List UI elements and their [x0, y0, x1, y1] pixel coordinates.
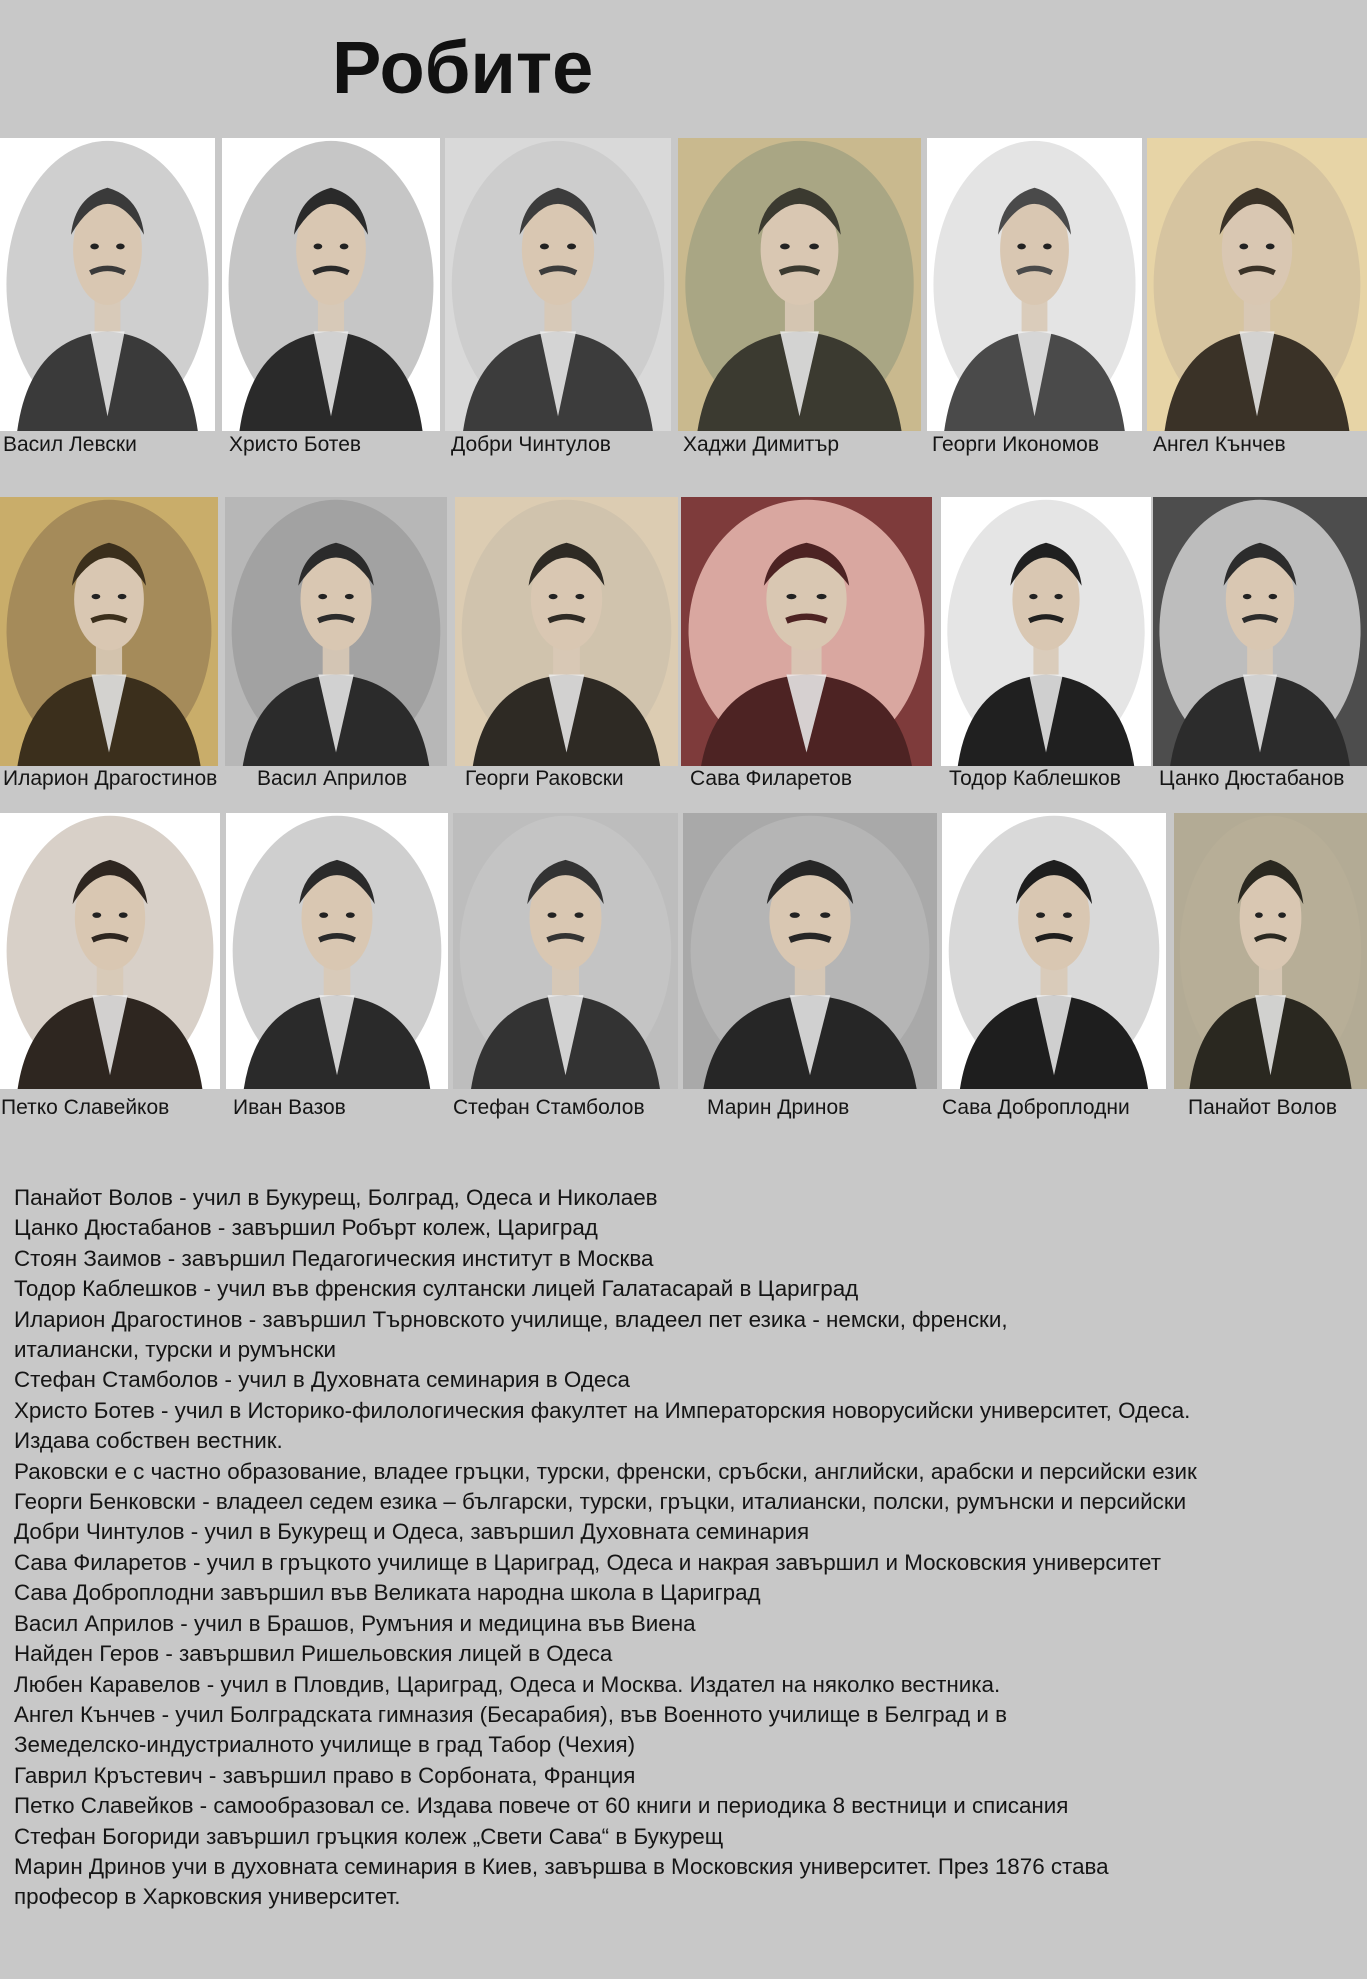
biography-line: Стефан Стамболов - учил в Духовната семинария в Одеса — [14, 1367, 630, 1393]
portrait-photo — [226, 813, 448, 1089]
biography-line: Найден Геров - завършвил Ришельовския лицей в Одеса — [14, 1641, 613, 1667]
portrait-name: Петко Славейков — [1, 1096, 170, 1119]
portrait-name: Хаджи Димитър — [683, 433, 840, 456]
biography-line: Георги Бенковски - владеел седем езика – български, турски, гръцки, италиански, полски, румънски и персийски — [14, 1489, 1187, 1515]
biography-line: Стефан Богориди завършил гръцкия колеж „Свети Сава“ в Букурещ — [14, 1823, 724, 1849]
portrait-name: Панайот Волов — [1188, 1096, 1337, 1119]
biography-line: Иларион Драгостинов - завършил Търновското училище, владеел пет езика - немски, френски, — [14, 1306, 1008, 1332]
portrait-name: Георги Икономов — [932, 433, 1099, 456]
portrait-name: Тодор Каблешков — [949, 767, 1121, 790]
portrait-photo — [927, 138, 1142, 431]
portrait-name: Добри Чинтулов — [451, 433, 611, 456]
portrait-photo — [225, 497, 447, 766]
portrait-name: Цанко Дюстабанов — [1159, 767, 1345, 790]
biography-line: Сава Доброплодни завършил във Великата народна школа в Цариград — [14, 1580, 761, 1606]
biography-line: Цанко Дюстабанов - завършил Робърт колеж, Цариград — [14, 1215, 598, 1241]
portrait-name: Иларион Драгостинов — [3, 767, 218, 790]
biography-text — [14, 1183, 1359, 1913]
biography-line: Издава собствен вестник. — [14, 1428, 283, 1454]
biography-line: Гаврил Кръстевич - завършил право в Сорбоната, Франция — [14, 1762, 636, 1788]
portrait-photo — [1147, 138, 1367, 431]
biography-line: Васил Априлов - учил в Брашов, Румъния и медицина във Виена — [14, 1610, 696, 1636]
portrait-photo — [0, 138, 215, 431]
page-title: Робите — [332, 26, 594, 109]
portrait-name: Марин Дринов — [707, 1096, 850, 1119]
portrait-photo — [681, 497, 932, 766]
portrait-name: Иван Вазов — [233, 1096, 346, 1119]
portrait-photo — [455, 497, 678, 766]
portrait-photo — [445, 138, 671, 431]
biography-line: Панайот Волов - учил в Букурещ, Болград, Одеса и Николаев — [14, 1185, 658, 1210]
biography-line: Ангел Кънчев - учил Болградската гимназия (Бесарабия), във Военното училище в Белград и в — [14, 1701, 1007, 1727]
portrait-photo — [0, 813, 220, 1089]
portrait-photo — [1153, 497, 1367, 766]
portrait-name: Васил Априлов — [257, 767, 408, 790]
biography-line: Сава Филаретов - учил в гръцкото училище в Цариград, Одеса и накрая завършил и Московския университет — [14, 1549, 1162, 1575]
biography-line: Марин Дринов учи в духовната семинария в Киев, завършва в Московския университет. През 1876 става — [14, 1853, 1109, 1879]
portrait-photo — [942, 813, 1166, 1089]
portrait-photo — [453, 813, 678, 1089]
portrait-name: Сава Филаретов — [690, 767, 853, 790]
biography-line: италиански, турски и румънски — [14, 1337, 337, 1363]
portrait-name: Сава Доброплодни — [942, 1096, 1130, 1119]
biography-line: Тодор Каблешков - учил във френския султански лицей Галатасарай в Цариград — [14, 1276, 859, 1302]
portrait-photo — [222, 138, 440, 431]
portrait-name: Васил Левски — [3, 433, 137, 456]
portrait-name: Ангел Кънчев — [1153, 433, 1286, 456]
biography-line: Христо Ботев - учил в Историко-филологическия факултет на Императорския новорусийски университет, Одеса. — [14, 1397, 1191, 1423]
biography-line: професор в Харковския университет. — [14, 1884, 401, 1910]
portrait-photo — [683, 813, 937, 1089]
biography-line: Любен Каравелов - учил в Пловдив, Цариград, Одеса и Москва. Издател на няколко вестника. — [14, 1671, 1001, 1697]
portrait-photo — [941, 497, 1151, 766]
biography-line: Земеделско-индустриалното училище в град Табор (Чехия) — [14, 1732, 636, 1758]
portrait-photo — [1174, 813, 1367, 1089]
portrait-photo — [0, 497, 218, 766]
portrait-name: Георги Раковски — [465, 767, 624, 790]
biography-line: Стоян Заимов - завършил Педагогическия институт в Москва — [14, 1245, 654, 1271]
portrait-name: Стефан Стамболов — [453, 1096, 645, 1119]
biography-line: Петко Славейков - самообразовал се. Издава повече от 60 книги и периодика 8 вестници и списания — [14, 1793, 1069, 1819]
biography-line: Добри Чинтулов - учил в Букурещ и Одеса, завършил Духовната семинария — [14, 1519, 810, 1545]
portrait-photo — [678, 138, 921, 431]
portrait-name: Христо Ботев — [229, 433, 362, 456]
biography-line: Раковски е с частно образование, владее гръцки, турски, френски, сръбски, английски, арабски и персийски език — [14, 1458, 1197, 1484]
